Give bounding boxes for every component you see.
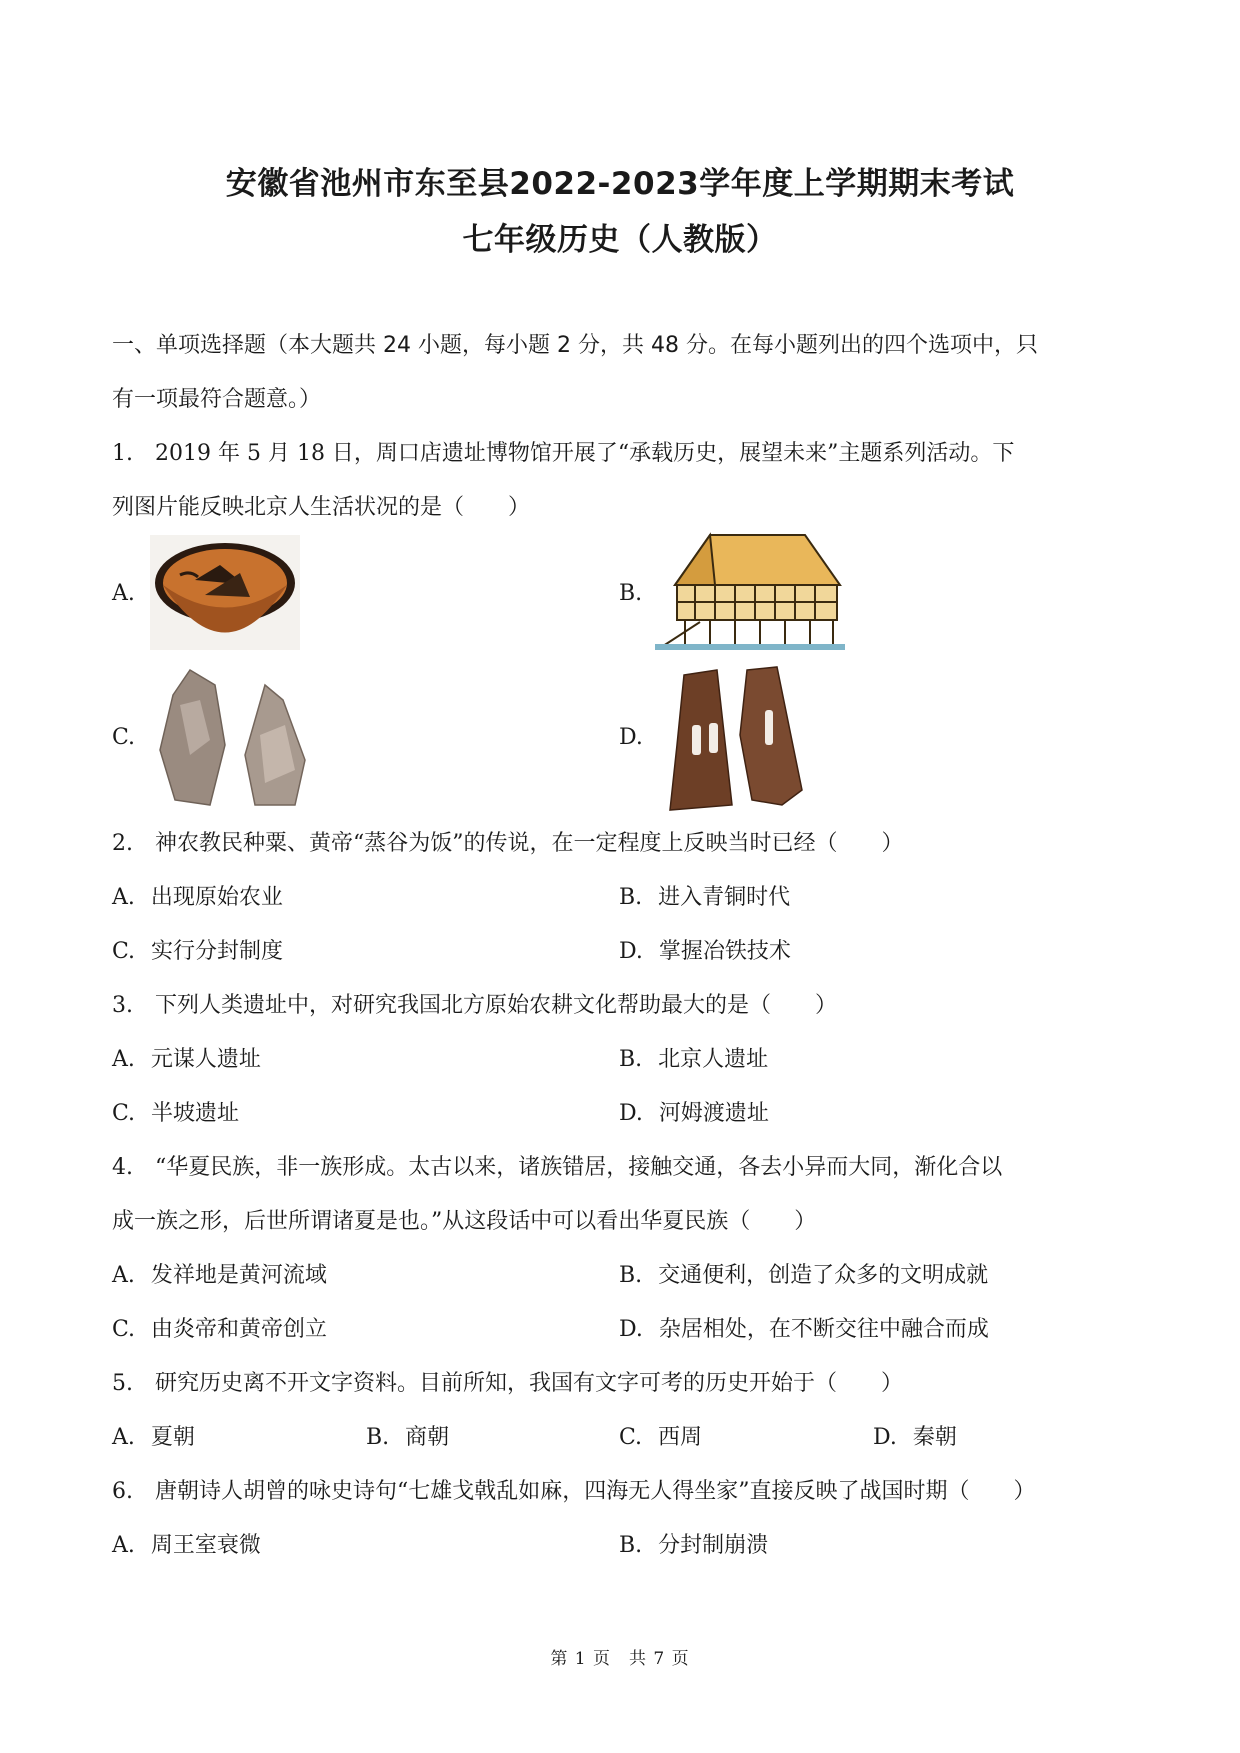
option-text: 夏朝 bbox=[150, 1425, 195, 1450]
question-5-stem: 5. 研究历史离不开文字资料。目前所知，我国有文字可考的历史开始于（ ） bbox=[112, 1371, 903, 1396]
q4-option-b[interactable] bbox=[619, 1261, 988, 1291]
option-text: 出现原始农业 bbox=[150, 885, 283, 910]
option-label: A. bbox=[112, 1533, 135, 1558]
option-text: 进入青铜时代 bbox=[658, 885, 791, 910]
q3-option-c[interactable] bbox=[112, 1099, 239, 1129]
q6-option-a[interactable] bbox=[112, 1531, 261, 1561]
q1-option-c-label[interactable]: C. bbox=[112, 725, 136, 750]
section-heading: 一、单项选择题（本大题共 24 小题，每小题 2 分，共 48 分。在每小题列出的四个选项中，只 bbox=[112, 333, 1038, 358]
option-label: C. bbox=[619, 1425, 643, 1450]
option-label: A. bbox=[112, 1263, 135, 1288]
q5-option-d[interactable] bbox=[873, 1423, 957, 1453]
option-text: 西周 bbox=[658, 1425, 703, 1450]
option-label: B. bbox=[619, 1047, 643, 1072]
option-label: B. bbox=[619, 1263, 643, 1288]
q4-option-c[interactable] bbox=[112, 1315, 327, 1345]
option-text: 杂居相处，在不断交往中融合而成 bbox=[658, 1317, 989, 1342]
option-label: D. bbox=[619, 1317, 643, 1342]
question-1-stem: 1. 2019 年 5 月 18 日，周口店遗址博物馆开展了“承载历史，展望未来”主题系列活动。下 bbox=[112, 441, 1015, 466]
q1-option-d-label[interactable]: D. bbox=[619, 725, 643, 750]
q3-option-d[interactable] bbox=[619, 1099, 769, 1129]
q4-option-d[interactable] bbox=[619, 1315, 989, 1345]
option-text: 由炎帝和黄帝创立 bbox=[151, 1317, 328, 1342]
q1-option-b-label[interactable]: B. bbox=[619, 581, 643, 606]
q5-option-c[interactable] bbox=[619, 1423, 702, 1453]
question-4-stem-cont: 成一族之形，后世所谓诸夏是也。”从这段话中可以看出华夏民族（ ） bbox=[112, 1209, 817, 1234]
option-label: B. bbox=[366, 1425, 390, 1450]
option-text: 河姆渡遗址 bbox=[658, 1101, 769, 1126]
question-2-stem: 2. 神农教民种粟、黄帝“蒸谷为饭”的传说，在一定程度上反映当时已经（ ） bbox=[112, 831, 904, 856]
option-text: 半坡遗址 bbox=[151, 1101, 240, 1126]
q4-option-a[interactable] bbox=[112, 1261, 327, 1291]
option-label: A. bbox=[112, 1425, 135, 1450]
option-label: A. bbox=[112, 885, 135, 910]
option-text: 周王室衰微 bbox=[150, 1533, 261, 1558]
q5-option-b[interactable] bbox=[366, 1423, 449, 1453]
question-3-stem: 3. 下列人类遗址中，对研究我国北方原始农耕文化帮助最大的是（ ） bbox=[112, 993, 837, 1018]
option-text: 分封制崩溃 bbox=[658, 1533, 769, 1558]
stilt-house-drawing-image bbox=[655, 530, 845, 650]
q3-option-a[interactable] bbox=[112, 1045, 261, 1075]
page-footer: 第 1 页 共 7 页 bbox=[550, 1649, 690, 1669]
chipped-stone-tools-image bbox=[155, 665, 310, 810]
option-text: 秦朝 bbox=[912, 1425, 957, 1450]
q5-option-a[interactable] bbox=[112, 1423, 195, 1453]
option-text: 北京人遗址 bbox=[658, 1047, 769, 1072]
option-label: C. bbox=[112, 939, 136, 964]
option-text: 交通便利，创造了众多的文明成就 bbox=[658, 1263, 989, 1288]
q2-option-c[interactable] bbox=[112, 937, 283, 967]
painted-pottery-bowl-image bbox=[150, 535, 300, 650]
q2-option-d[interactable] bbox=[619, 937, 791, 967]
exam-title: 安徽省池州市东至县2022-2023学年度上学期期末考试 bbox=[225, 166, 1015, 202]
bone-spade-tools-image bbox=[662, 665, 807, 813]
option-label: D. bbox=[619, 1101, 643, 1126]
exam-subtitle: 七年级历史（人教版） bbox=[462, 222, 778, 258]
q6-option-b[interactable] bbox=[619, 1531, 768, 1561]
option-text: 实行分封制度 bbox=[151, 939, 284, 964]
option-text: 掌握冶铁技术 bbox=[658, 939, 791, 964]
q2-option-a[interactable] bbox=[112, 883, 283, 913]
question-6-stem: 6. 唐朝诗人胡曾的咏史诗句“七雄戈戟乱如麻，四海无人得坐家”直接反映了战国时期（ ） bbox=[112, 1479, 1036, 1504]
section-heading-cont: 有一项最符合题意。） bbox=[112, 387, 322, 412]
option-text: 商朝 bbox=[405, 1425, 450, 1450]
option-text: 元谋人遗址 bbox=[150, 1047, 261, 1072]
option-label: B. bbox=[619, 885, 643, 910]
option-label: C. bbox=[112, 1101, 136, 1126]
option-text: 发祥地是黄河流域 bbox=[150, 1263, 327, 1288]
q1-option-a-label[interactable]: A. bbox=[112, 581, 135, 606]
question-4-stem: 4. “华夏民族，非一族形成。太古以来，诸族错居，接触交通，各去小异而大同，渐化合以 bbox=[112, 1155, 1003, 1180]
option-label: C. bbox=[112, 1317, 136, 1342]
option-label: D. bbox=[873, 1425, 897, 1450]
q2-option-b[interactable] bbox=[619, 883, 790, 913]
q3-option-b[interactable] bbox=[619, 1045, 768, 1075]
question-1-stem-cont: 列图片能反映北京人生活状况的是（ ） bbox=[112, 495, 531, 520]
option-label: B. bbox=[619, 1533, 643, 1558]
option-label: D. bbox=[619, 939, 643, 964]
option-label: A. bbox=[112, 1047, 135, 1072]
